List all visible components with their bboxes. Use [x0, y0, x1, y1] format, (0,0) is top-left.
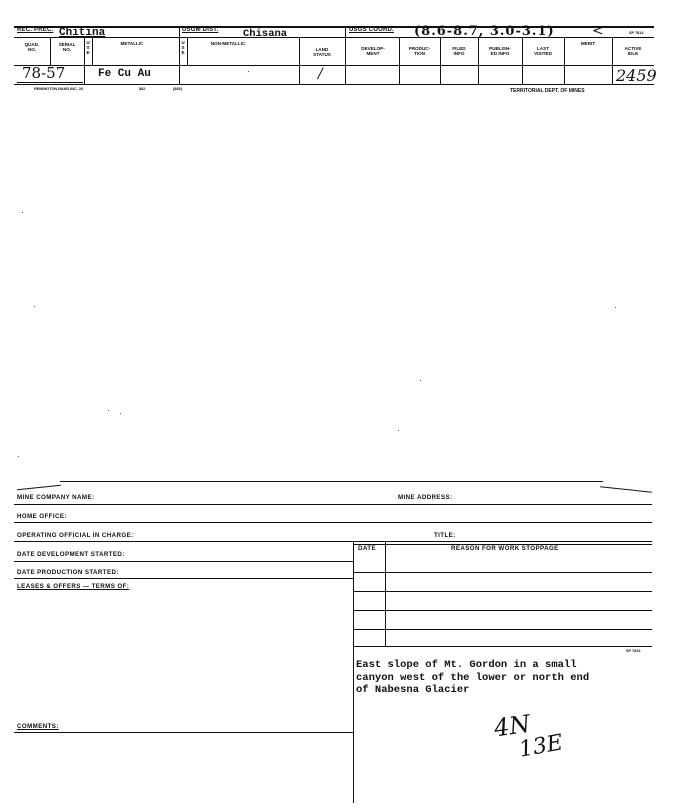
printer-imprint: REMINGTON RAND INC. 20 — [34, 87, 84, 91]
col-sep — [399, 37, 400, 84]
col-sep — [522, 37, 523, 84]
col-land-status: LAND STATUS — [313, 47, 331, 57]
lower-top-rule-curl — [17, 485, 61, 491]
mine-address-label: MINE ADDRESS: — [398, 494, 453, 501]
quad-serial-value: 78-57 — [22, 64, 66, 82]
printer-code: 882 — [139, 87, 146, 91]
header-vsep — [345, 26, 346, 84]
title-label: TITLE: — [434, 532, 456, 539]
rule — [353, 572, 652, 573]
col-nonmetallic: NON-METALLIC — [210, 41, 246, 46]
form-number-2: SP 7816 — [626, 649, 641, 653]
date-development-label: DATE DEVELOPMENT STARTED: — [17, 551, 125, 558]
scan-speck — [120, 413, 121, 414]
col-active-idle: ACTIVE IDLE — [624, 46, 642, 56]
usgs-coord-label: USGS COORD. — [349, 27, 394, 33]
scan-speck — [18, 456, 19, 457]
rule — [353, 591, 652, 592]
township-handwritten: 4N — [492, 709, 533, 743]
usgm-dist-value: Chisana — [243, 28, 288, 40]
location-description — [356, 659, 589, 697]
rule — [14, 578, 354, 579]
vsep-date — [385, 541, 386, 646]
header-row3-bottom-rule — [14, 84, 654, 85]
col-use-nonmetallic: U S E — [181, 40, 185, 55]
date-production-label: DATE PRODUCTION STARTED: — [17, 569, 119, 576]
scan-speck — [248, 71, 249, 72]
scan-speck — [615, 307, 616, 308]
home-office-label: HOME OFFICE: — [17, 513, 67, 520]
col-production: PRODUC- TION — [408, 46, 431, 56]
col-merit: MERIT — [580, 41, 596, 46]
rule — [353, 610, 652, 611]
header-row2-bottom-rule — [14, 65, 654, 66]
printer-code-2: (885) — [173, 87, 182, 91]
col-sep — [440, 37, 441, 84]
header-row1-bottom-rule — [14, 37, 654, 38]
col-sep — [50, 37, 51, 65]
location-line: East slope of Mt. Gordon in a small — [356, 659, 577, 671]
col-serial-no: SERIAL NO. — [58, 42, 76, 52]
rule — [14, 561, 354, 562]
header-vsep — [179, 26, 180, 84]
col-sep — [187, 37, 188, 65]
col-sep — [612, 37, 613, 84]
rec-prec-label: REC. PREC. — [17, 27, 54, 33]
vsep-main — [353, 541, 354, 803]
rule — [14, 732, 354, 733]
comments-label: COMMENTS: — [17, 723, 59, 730]
metallic-value: Fe Cu Au — [98, 68, 151, 80]
active-idle-value: 2459 — [616, 66, 657, 85]
lower-top-rule — [60, 481, 603, 482]
col-development: DEVELOP- MENT — [361, 46, 385, 56]
land-status-value: / — [318, 66, 323, 82]
range-handwritten: 13E — [517, 730, 565, 763]
location-line: canyon west of the lower or north end — [356, 671, 590, 684]
date-column-label: DATE — [358, 545, 376, 552]
rule — [14, 504, 652, 505]
form-number: SP 7814 — [629, 31, 644, 35]
col-use-metallic: U S E — [86, 40, 90, 55]
scan-speck — [108, 410, 109, 411]
operating-official-label: OPERATING OFFICIAL IN CHARGE: — [17, 532, 134, 539]
rec-prec-value: Chitina — [59, 27, 106, 39]
scan-speck — [34, 306, 35, 307]
rule — [353, 629, 652, 630]
leases-offers-label: LEASES & OFFERS — TERMS OF: — [17, 583, 130, 590]
scan-speck — [22, 212, 23, 213]
corner-check-mark: < — [592, 23, 604, 39]
department-imprint: TERRITORIAL DEPT. OF MINES — [510, 88, 585, 94]
reason-column-label: REASON FOR WORK STOPPAGE — [451, 545, 559, 552]
header-top-rule — [14, 26, 654, 28]
col-sep — [564, 37, 565, 84]
lower-top-rule-right-curl — [600, 486, 652, 492]
quad-serial-underline — [17, 82, 83, 83]
col-published-info: PUBLISH- ED INFO — [489, 46, 511, 56]
col-quad-no: QUAD. NO. — [24, 42, 40, 52]
col-sep — [92, 37, 93, 65]
usgs-coord-value: (8.6-8.7, 3.0-3.1) — [414, 24, 555, 39]
col-last-visited: LAST VISITED — [534, 46, 552, 56]
col-filed-info: FILED INFO — [452, 46, 466, 56]
location-line: of Nabesna Glacier — [356, 684, 470, 696]
col-sep — [478, 37, 479, 84]
usgm-dist-label: USGM DIST. — [182, 27, 219, 33]
rule — [14, 541, 652, 542]
col-metallic: METALLIC — [120, 41, 144, 46]
rule — [14, 522, 652, 523]
scan-speck — [398, 430, 399, 431]
rule — [353, 646, 652, 647]
col-sep — [299, 37, 300, 84]
mine-company-name-label: MINE COMPANY NAME: — [17, 494, 95, 501]
scan-speck — [420, 380, 421, 381]
